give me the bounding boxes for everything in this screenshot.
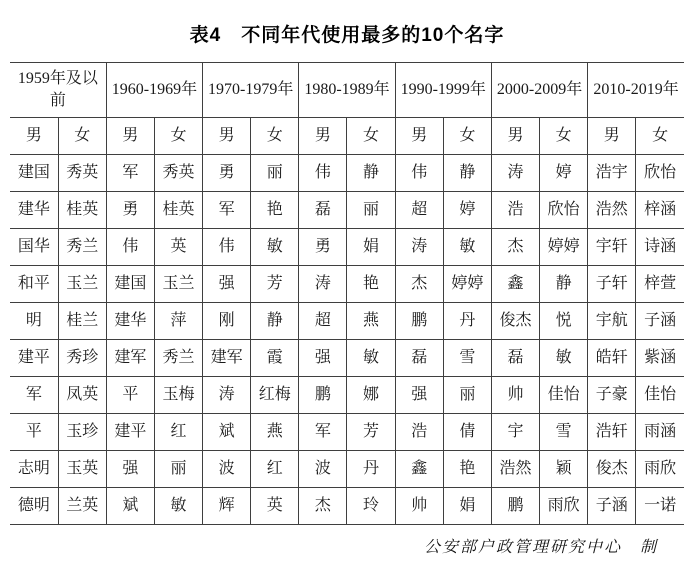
name-cell: 霞 — [251, 340, 299, 377]
table-row — [10, 303, 684, 340]
name-cell: 磊 — [491, 340, 539, 377]
name-cell: 超 — [395, 192, 443, 229]
name-cell: 辉 — [203, 488, 251, 525]
name-cell: 玉英 — [58, 451, 106, 488]
name-cell: 子轩 — [588, 266, 636, 303]
name-cell: 梓涵 — [636, 192, 684, 229]
decade-header-row — [10, 63, 684, 118]
name-cell: 浩然 — [588, 192, 636, 229]
name-cell: 斌 — [203, 414, 251, 451]
name-cell: 悦 — [540, 303, 588, 340]
name-cell: 磊 — [395, 340, 443, 377]
table-row — [10, 414, 684, 451]
name-cell: 强 — [106, 451, 154, 488]
name-cell: 秀英 — [58, 155, 106, 192]
name-cell: 诗涵 — [636, 229, 684, 266]
name-cell: 杰 — [395, 266, 443, 303]
name-cell: 雨欣 — [540, 488, 588, 525]
decade-header-1970s: 1970-1979年 — [203, 63, 299, 118]
name-cell: 伟 — [395, 155, 443, 192]
decade-header-2010s: 2010-2019年 — [588, 63, 684, 118]
name-cell: 子涵 — [636, 303, 684, 340]
name-cell: 佳怡 — [540, 377, 588, 414]
name-cell: 波 — [299, 451, 347, 488]
name-cell: 兰英 — [58, 488, 106, 525]
names-table — [10, 62, 684, 525]
name-cell: 强 — [395, 377, 443, 414]
decade-header-1959: 1959年及以前 — [10, 63, 106, 118]
name-cell: 红梅 — [251, 377, 299, 414]
name-cell: 鑫 — [491, 266, 539, 303]
name-cell: 英 — [251, 488, 299, 525]
gender-header-female: 女 — [251, 118, 299, 155]
name-cell: 佳怡 — [636, 377, 684, 414]
name-cell: 皓轩 — [588, 340, 636, 377]
name-cell: 梓萱 — [636, 266, 684, 303]
name-cell: 桂英 — [58, 192, 106, 229]
name-cell: 德明 — [10, 488, 58, 525]
name-cell: 一诺 — [636, 488, 684, 525]
name-cell: 雪 — [443, 340, 491, 377]
name-cell: 浩轩 — [588, 414, 636, 451]
table-row — [10, 192, 684, 229]
name-cell: 秀兰 — [154, 340, 202, 377]
name-cell: 秀兰 — [58, 229, 106, 266]
name-cell: 颖 — [540, 451, 588, 488]
name-cell: 凤英 — [58, 377, 106, 414]
name-cell: 静 — [540, 266, 588, 303]
name-cell: 宇轩 — [588, 229, 636, 266]
name-cell: 平 — [106, 377, 154, 414]
name-cell: 强 — [203, 266, 251, 303]
gender-header-male: 男 — [491, 118, 539, 155]
gender-header-row — [10, 118, 684, 155]
name-cell: 娟 — [443, 488, 491, 525]
name-cell: 艳 — [347, 266, 395, 303]
name-cell: 艳 — [251, 192, 299, 229]
table-row — [10, 377, 684, 414]
name-cell: 英 — [154, 229, 202, 266]
name-cell: 丹 — [347, 451, 395, 488]
name-cell: 帅 — [491, 377, 539, 414]
name-cell: 军 — [10, 377, 58, 414]
gender-header-male: 男 — [106, 118, 154, 155]
name-cell: 婷 — [443, 192, 491, 229]
table-row — [10, 229, 684, 266]
name-cell: 浩 — [491, 192, 539, 229]
name-cell: 涛 — [203, 377, 251, 414]
gender-header-female: 女 — [540, 118, 588, 155]
name-cell: 秀英 — [154, 155, 202, 192]
gender-header-male: 男 — [588, 118, 636, 155]
name-cell: 军 — [203, 192, 251, 229]
name-cell: 志明 — [10, 451, 58, 488]
table-row — [10, 155, 684, 192]
name-cell: 平 — [10, 414, 58, 451]
name-cell: 桂英 — [154, 192, 202, 229]
name-cell: 刚 — [203, 303, 251, 340]
name-cell: 伟 — [203, 229, 251, 266]
name-cell: 红 — [251, 451, 299, 488]
name-cell: 俊杰 — [588, 451, 636, 488]
name-cell: 波 — [203, 451, 251, 488]
name-cell: 子涵 — [588, 488, 636, 525]
gender-header-male: 男 — [395, 118, 443, 155]
name-cell: 玉珍 — [58, 414, 106, 451]
name-cell: 婷 — [540, 155, 588, 192]
name-cell: 玲 — [347, 488, 395, 525]
name-cell: 丹 — [443, 303, 491, 340]
name-cell: 鹏 — [299, 377, 347, 414]
name-cell: 宇 — [491, 414, 539, 451]
table-body — [10, 155, 684, 525]
gender-header-male: 男 — [203, 118, 251, 155]
table-row — [10, 340, 684, 377]
name-cell: 浩 — [395, 414, 443, 451]
gender-header-female: 女 — [154, 118, 202, 155]
name-cell: 敏 — [347, 340, 395, 377]
name-cell: 涛 — [395, 229, 443, 266]
table-row — [10, 488, 684, 525]
name-cell: 勇 — [299, 229, 347, 266]
name-cell: 伟 — [299, 155, 347, 192]
name-cell: 雨涵 — [636, 414, 684, 451]
name-cell: 浩然 — [491, 451, 539, 488]
name-cell: 建平 — [106, 414, 154, 451]
name-cell: 鹏 — [491, 488, 539, 525]
name-cell: 涛 — [491, 155, 539, 192]
name-cell: 芳 — [347, 414, 395, 451]
name-cell: 宇航 — [588, 303, 636, 340]
name-cell: 俊杰 — [491, 303, 539, 340]
name-cell: 丽 — [251, 155, 299, 192]
gender-header-female: 女 — [58, 118, 106, 155]
name-cell: 超 — [299, 303, 347, 340]
name-cell: 雨欣 — [636, 451, 684, 488]
name-cell: 伟 — [106, 229, 154, 266]
gender-header-male: 男 — [299, 118, 347, 155]
decade-header-1960s: 1960-1969年 — [106, 63, 202, 118]
gender-header-female: 女 — [636, 118, 684, 155]
name-cell: 丽 — [443, 377, 491, 414]
name-cell: 鑫 — [395, 451, 443, 488]
name-cell: 欣怡 — [636, 155, 684, 192]
name-cell: 艳 — [443, 451, 491, 488]
name-cell: 勇 — [106, 192, 154, 229]
name-cell: 秀珍 — [58, 340, 106, 377]
name-cell: 和平 — [10, 266, 58, 303]
name-cell: 桂兰 — [58, 303, 106, 340]
name-cell: 倩 — [443, 414, 491, 451]
name-cell: 建国 — [106, 266, 154, 303]
name-cell: 强 — [299, 340, 347, 377]
name-cell: 军 — [299, 414, 347, 451]
gender-header-male: 男 — [10, 118, 58, 155]
name-cell: 敏 — [443, 229, 491, 266]
name-cell: 杰 — [491, 229, 539, 266]
name-cell: 建军 — [203, 340, 251, 377]
name-cell: 建华 — [10, 192, 58, 229]
table-title: 表4 不同年代使用最多的10个名字 — [189, 25, 505, 46]
gender-header-female: 女 — [443, 118, 491, 155]
name-cell: 敏 — [154, 488, 202, 525]
name-cell: 丽 — [154, 451, 202, 488]
name-cell: 敏 — [540, 340, 588, 377]
name-cell: 娟 — [347, 229, 395, 266]
name-cell: 娜 — [347, 377, 395, 414]
table-header — [10, 63, 684, 155]
name-cell: 玉兰 — [154, 266, 202, 303]
name-cell: 燕 — [347, 303, 395, 340]
name-cell: 静 — [347, 155, 395, 192]
name-cell: 婷婷 — [443, 266, 491, 303]
name-cell: 建华 — [106, 303, 154, 340]
name-cell: 敏 — [251, 229, 299, 266]
name-cell: 建国 — [10, 155, 58, 192]
name-cell: 磊 — [299, 192, 347, 229]
decade-header-2000s: 2000-2009年 — [491, 63, 587, 118]
name-cell: 紫涵 — [636, 340, 684, 377]
name-cell: 杰 — [299, 488, 347, 525]
name-cell: 芳 — [251, 266, 299, 303]
name-cell: 欣怡 — [540, 192, 588, 229]
name-cell: 婷婷 — [540, 229, 588, 266]
name-cell: 静 — [251, 303, 299, 340]
name-cell: 军 — [106, 155, 154, 192]
name-cell: 萍 — [154, 303, 202, 340]
name-cell: 国华 — [10, 229, 58, 266]
footer-credit: 公安部户政管理研究中心 制 — [423, 539, 658, 556]
gender-header-female: 女 — [347, 118, 395, 155]
name-cell: 建平 — [10, 340, 58, 377]
name-cell: 红 — [154, 414, 202, 451]
name-cell: 明 — [10, 303, 58, 340]
name-cell: 丽 — [347, 192, 395, 229]
decade-header-1990s: 1990-1999年 — [395, 63, 491, 118]
name-cell: 帅 — [395, 488, 443, 525]
name-cell: 勇 — [203, 155, 251, 192]
name-cell: 斌 — [106, 488, 154, 525]
table-row — [10, 266, 684, 303]
name-cell: 子豪 — [588, 377, 636, 414]
name-cell: 燕 — [251, 414, 299, 451]
name-cell: 建军 — [106, 340, 154, 377]
name-cell: 玉兰 — [58, 266, 106, 303]
name-cell: 玉梅 — [154, 377, 202, 414]
decade-header-1980s: 1980-1989年 — [299, 63, 395, 118]
name-cell: 涛 — [299, 266, 347, 303]
name-cell: 静 — [443, 155, 491, 192]
name-cell: 浩宇 — [588, 155, 636, 192]
table-row — [10, 451, 684, 488]
name-cell: 雪 — [540, 414, 588, 451]
name-cell: 鹏 — [395, 303, 443, 340]
